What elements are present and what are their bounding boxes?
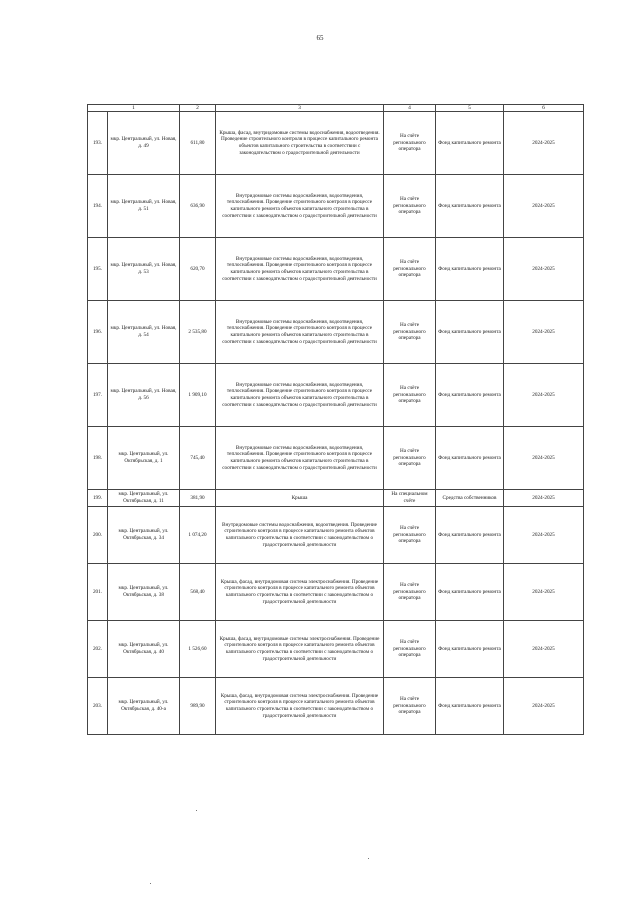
fund-cell: Фонд капитального ремонта (436, 175, 504, 238)
account-cell: На счёте регионального оператора (384, 427, 436, 490)
account-cell: На счёте регионального оператора (384, 112, 436, 175)
table-row (88, 490, 584, 507)
row-number: 203. (88, 678, 108, 735)
fund-cell: Фонд капитального ремонта (436, 621, 504, 678)
fund-cell: Фонд капитального ремонта (436, 364, 504, 427)
fund-cell: Фонд капитального ремонта (436, 678, 504, 735)
row-number: 202. (88, 621, 108, 678)
row-number: 199. (88, 490, 108, 507)
address-cell: мкр. Центральный, ул. Октябрьская, д. 1 (108, 427, 180, 490)
header-cell: 5 (436, 105, 504, 112)
works-cell: Внутридомовые системы водоснабжения, водоотведения, теплоснабжения. Проведение строительного контроля в процессе капитального ремонта объектов капитального строительства в соответствии с законодательством о градостроительной деятельности (216, 301, 384, 364)
fund-cell: Фонд капитального ремонта (436, 427, 504, 490)
works-cell: Внутридомовые системы водоснабжения, водоотведения, теплоснабжения. Проведение строительного контроля в процессе капитального ремонта объектов капитального строительства в соответствии с законодательством о градостроительной деятельности (216, 175, 384, 238)
area-cell: 636,90 (180, 175, 216, 238)
works-cell: Крыша, фасад, внутридомовые системы водоснабжения, водоотведения. Проведение строительного контроля в процессе капитального ремонта объектов капитального строительства в соответствии с законодательством о градостроительной деятельности (216, 112, 384, 175)
area-cell: 381,90 (180, 490, 216, 507)
address-cell: мкр. Центральный, ул. Октябрьская, д. 11 (108, 490, 180, 507)
area-cell: 611,80 (180, 112, 216, 175)
period-cell: 2024-2025 (504, 238, 584, 301)
table-row (88, 238, 584, 301)
works-cell: Внутридомовые системы водоснабжения, водоотведения. Проведение строительного контроля в процессе капитального ремонта объектов капитального строительства в соответствии с законодательством о градостроительной деятельности (216, 507, 384, 564)
address-cell: мкр. Центральный, ул. Октябрьская, д. 34 (108, 507, 180, 564)
capital-repair-table (87, 104, 584, 735)
period-cell: 2024-2025 (504, 364, 584, 427)
area-cell: 745,40 (180, 427, 216, 490)
account-cell: На счёте регионального оператора (384, 507, 436, 564)
row-number: 194. (88, 175, 108, 238)
address-cell: мкр. Центральный, ул. Новая, д. 54 (108, 301, 180, 364)
address-cell: мкр. Центральный, ул. Октябрьская, д. 40 (108, 621, 180, 678)
row-number: 200. (88, 507, 108, 564)
row-number: 198. (88, 427, 108, 490)
header-cell: 1 (88, 105, 180, 112)
table-row (88, 678, 584, 735)
table-row (88, 364, 584, 427)
works-cell: Крыша, фасад, внутридомовая система электроснабжения. Проведение строительного контроля в процессе капитального ремонта объектов капитального строительства в соответствии с законодательством о градостроительной деятельности (216, 678, 384, 735)
area-cell: 620,70 (180, 238, 216, 301)
address-cell: мкр. Центральный, ул. Новая, д. 49 (108, 112, 180, 175)
address-cell: мкр. Центральный, ул. Новая, д. 53 (108, 238, 180, 301)
row-number: 197. (88, 364, 108, 427)
table-row (88, 427, 584, 490)
works-cell: Внутридомовые системы водоснабжения, водоотведения, теплоснабжения. Проведение строительного контроля в процессе капитального ремонта объектов капитального строительства в соответствии с законодательством о градостроительной деятельности (216, 427, 384, 490)
address-cell: мкр. Центральный, ул. Октябрьская, д. 40-а (108, 678, 180, 735)
period-cell: 2024-2025 (504, 507, 584, 564)
period-cell: 2024-2025 (504, 112, 584, 175)
address-cell: мкр. Центральный, ул. Новая, д. 51 (108, 175, 180, 238)
period-cell: 2024-2025 (504, 427, 584, 490)
account-cell: На счёте регионального оператора (384, 364, 436, 427)
account-cell: На счёте регионального оператора (384, 175, 436, 238)
area-cell: 1 074,20 (180, 507, 216, 564)
table-row (88, 507, 584, 564)
account-cell: На счёте регионального оператора (384, 678, 436, 735)
fund-cell: Средства собственников (436, 490, 504, 507)
account-cell: На специальном счёте (384, 490, 436, 507)
page-number: 65 (316, 34, 324, 42)
fund-cell: Фонд капитального ремонта (436, 112, 504, 175)
period-cell: 2024-2025 (504, 490, 584, 507)
works-cell: Внутридомовые системы водоснабжения, водоотведения, теплоснабжения. Проведение строительного контроля в процессе капитального ремонта объектов капитального строительства в соответствии с законодательством о градостроительной деятельности (216, 364, 384, 427)
table-row (88, 621, 584, 678)
period-cell: 2024-2025 (504, 564, 584, 621)
header-cell: 6 (504, 105, 584, 112)
account-cell: На счёте регионального оператора (384, 564, 436, 621)
works-cell: Внутридомовые системы водоснабжения, водоотведения, теплоснабжения. Проведение строительного контроля в процессе капитального ремонта объектов капитального строительства в соответствии с законодательством о градостроительной деятельности (216, 238, 384, 301)
works-cell: Крыша, фасад, внутридомовые системы электроснабжения. Проведение строительного контроля в процессе капитального ремонта объектов капитального строительства в соответствии с законодательством о градостроительной деятельности (216, 621, 384, 678)
row-number: 193. (88, 112, 108, 175)
account-cell: На счёте регионального оператора (384, 621, 436, 678)
period-cell: 2024-2025 (504, 301, 584, 364)
period-cell: 2024-2025 (504, 678, 584, 735)
row-number: 201. (88, 564, 108, 621)
fund-cell: Фонд капитального ремонта (436, 301, 504, 364)
works-cell: Крыша (216, 490, 384, 507)
header-cell: 4 (384, 105, 436, 112)
area-cell: 989,90 (180, 678, 216, 735)
period-cell: 2024-2025 (504, 621, 584, 678)
area-cell: 1 909,10 (180, 364, 216, 427)
area-cell: 568,40 (180, 564, 216, 621)
address-cell: мкр. Центральный, ул. Новая, д. 56 (108, 364, 180, 427)
table-row (88, 564, 584, 621)
header-cell: 3 (216, 105, 384, 112)
row-number: 195. (88, 238, 108, 301)
table-row (88, 301, 584, 364)
account-cell: На счёте регионального оператора (384, 238, 436, 301)
row-number: 196. (88, 301, 108, 364)
area-cell: 1 526,60 (180, 621, 216, 678)
table-header-row (88, 105, 584, 112)
period-cell: 2024-2025 (504, 175, 584, 238)
fund-cell: Фонд капитального ремонта (436, 564, 504, 621)
works-cell: Крыша, фасад, внутридомовая система электроснабжения. Проведение строительного контроля в процессе капитального ремонта объектов капитального строительства в соответствии с законодательством о градостроительной деятельности (216, 564, 384, 621)
address-cell: мкр. Центральный, ул. Октябрьская, д. 38 (108, 564, 180, 621)
table-row (88, 112, 584, 175)
header-cell: 2 (180, 105, 216, 112)
fund-cell: Фонд капитального ремонта (436, 507, 504, 564)
area-cell: 2 535,80 (180, 301, 216, 364)
table-row (88, 175, 584, 238)
account-cell: На счёте регионального оператора (384, 301, 436, 364)
fund-cell: Фонд капитального ремонта (436, 238, 504, 301)
